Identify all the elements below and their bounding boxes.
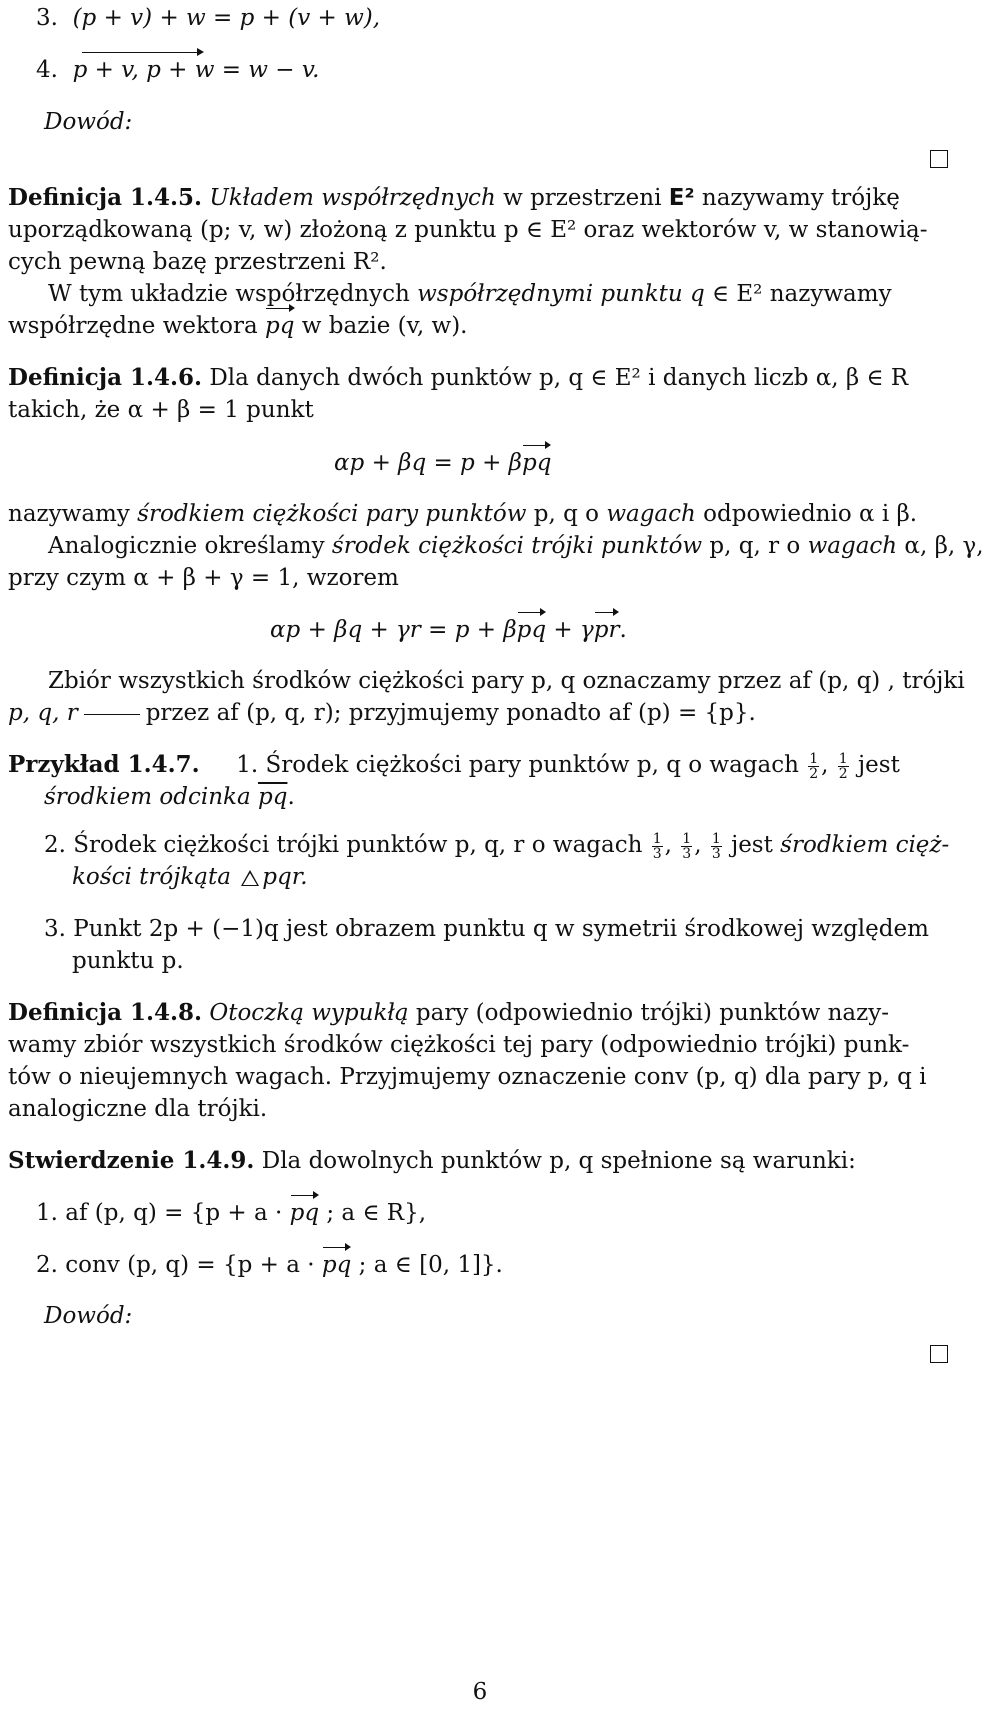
fraction: $\frac{1}{3}$: [652, 830, 662, 862]
text-line: cych pewną bazę przestrzeni R².: [8, 249, 387, 275]
definition-1-4-6: Definicja 1.4.6. Dla danych dwóch punktów p, q ∈ E² i danych liczb α, β ∈ R: [8, 364, 909, 391]
text-line: punktu p.: [72, 948, 184, 974]
proposition-1-4-9: Stwierdzenie 1.4.9. Dla dowolnych punktów p, q spełnione są warunki:: [8, 1147, 856, 1174]
equation: αp + βq = p + βpq: [334, 447, 551, 479]
proof-label: Dowód:: [44, 109, 133, 135]
text-line: współrzędne wektora pq w bazie (v, w).: [8, 310, 467, 342]
list-item: 1. af (p, q) = {p + a · pq ; a ∈ R},: [36, 1197, 426, 1229]
text-line: W tym układzie współrzędnych współrzędnymi punktu q ∈ E² nazywamy: [48, 281, 892, 307]
equation: αp + βq + γr = p + βpq + γpr.: [270, 614, 627, 646]
text-line: 2. Środek ciężkości trójki punktów p, q, r o wagach $\frac{1}{3}$ , $\frac{1}{3}$ , $\frac{1}{3}$ jest środkiem cięż-: [44, 830, 950, 862]
text-line: 3. Punkt 2p + (−1)q jest obrazem punktu q w symetrii środkowej względem: [44, 916, 929, 942]
text-line: tów o nieujemnych wagach. Przyjmujemy oznaczenie conv (p, q) dla pary p, q i: [8, 1064, 927, 1090]
vector-arrow-overline: [82, 52, 202, 53]
definition-1-4-5: Definicja 1.4.5. Układem współrzędnych w przestrzeni E² nazywamy trójkę: [8, 184, 900, 211]
text-line: wamy zbiór wszystkich środków ciężkości tej pary (odpowiednio trójki) punk-: [8, 1032, 910, 1058]
list-item: 4. p + v, p + w = w − v.: [36, 57, 320, 83]
example-1-4-7: Przykład 1.4.7. 1. Środek ciężkości pary punktów p, q o wagach $\frac{1}{2}$ , $\frac{1}{2}$ jest: [8, 750, 900, 782]
text-line: przy czym α + β + γ = 1, wzorem: [8, 565, 399, 591]
em-dash: [84, 714, 140, 715]
qed-box: [930, 1345, 948, 1363]
definition-1-4-8: Definicja 1.4.8. Otoczką wypukłą pary (odpowiednio trójki) punktów nazy-: [8, 999, 890, 1026]
text-line: kości trójkąta pqr.: [72, 864, 308, 890]
fraction: $\frac{1}{2}$: [809, 750, 819, 782]
text-line: Analogicznie określamy środek ciężkości trójki punktów p, q, r o wagach α, β, γ,: [48, 533, 984, 559]
text-line: nazywamy środkiem ciężkości pary punktów p, q o wagach odpowiednio α i β.: [8, 501, 918, 527]
list-item: 2. conv (p, q) = {p + a · pq ; a ∈ [0, 1]}.: [36, 1249, 503, 1281]
fraction: $\frac{1}{3}$: [682, 830, 692, 862]
text-line: środkiem odcinka $\overline{pq}$.: [44, 784, 295, 810]
page-number: 6: [472, 1679, 488, 1705]
text-line: p, q, r przez af (p, q, r); przyjmujemy ponadto af (p) = {p}.: [8, 700, 756, 726]
text-line: analogiczne dla trójki.: [8, 1096, 268, 1122]
page: [8, 0, 984, 1720]
list-item: 3. (p + v) + w = p + (v + w),: [36, 5, 381, 31]
text-line: Zbiór wszystkich środków ciężkości pary p, q oznaczamy przez af (p, q) , trójki: [48, 668, 965, 694]
qed-box: [930, 150, 948, 168]
text-line: takich, że α + β = 1 punkt: [8, 397, 314, 423]
triangle-icon: [241, 870, 259, 886]
fraction: $\frac{1}{3}$: [711, 830, 721, 862]
text-line: uporządkowaną (p; v, w) złożoną z punktu p ∈ E² oraz wektorów v, w stanowią-: [8, 217, 928, 243]
fraction: $\frac{1}{2}$: [838, 750, 848, 782]
proof-label: Dowód:: [44, 1303, 133, 1329]
